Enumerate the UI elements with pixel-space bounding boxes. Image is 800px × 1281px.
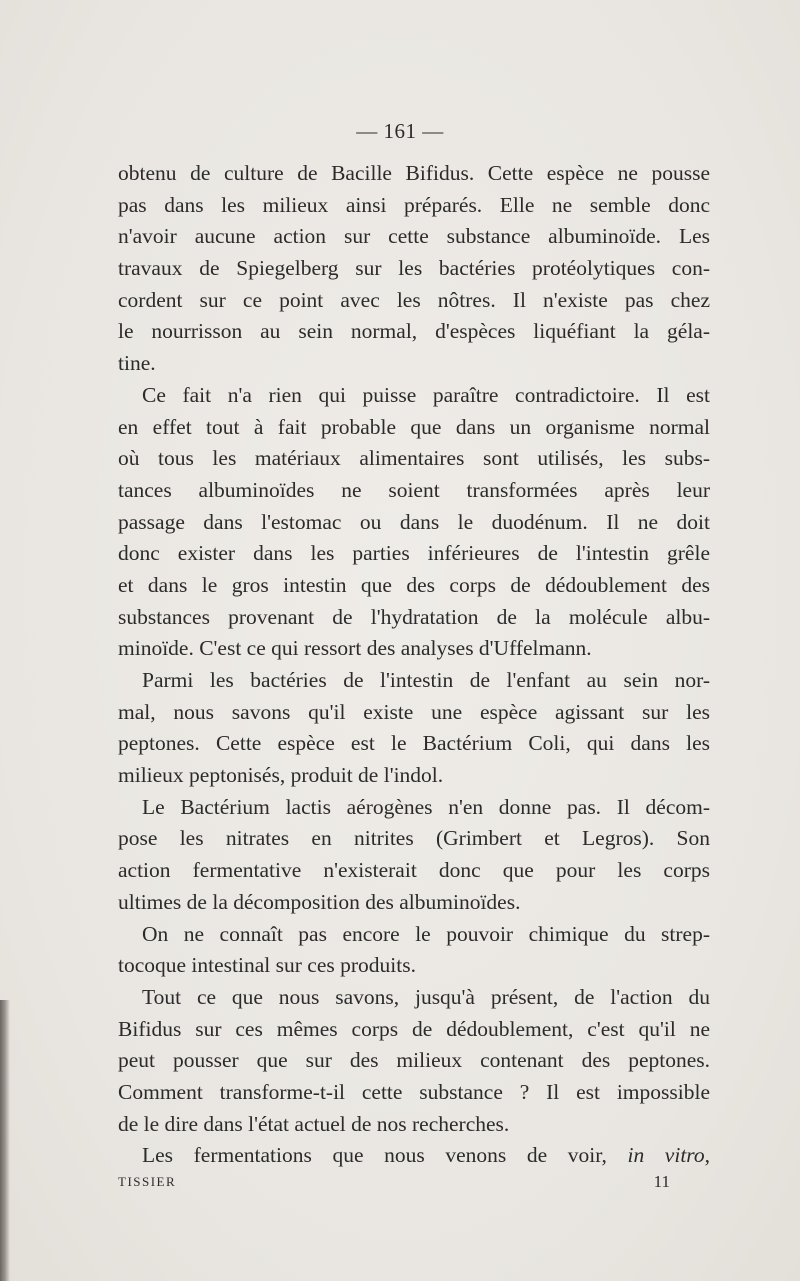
text-line: Bifidus sur ces mêmes corps de dédoublement, c'est qu'il ne [118, 1016, 710, 1041]
text-line: pas dans les milieux ainsi préparés. Elle ne semble donc [118, 192, 710, 217]
text-line: cordent sur ce point avec les nôtres. Il n'existe pas chez [118, 287, 710, 312]
text-line: tances albuminoïdes ne soient transformées après leur [118, 477, 710, 502]
text-line: Le Bactérium lactis aérogènes n'en donne pas. Il décom- [142, 794, 710, 819]
text-line: mal, nous savons qu'il existe une espèce agissant sur les [118, 699, 710, 724]
text-line: le nourrisson au sein normal, d'espèces liquéfiant la géla- [118, 319, 710, 344]
text-line: minoïde. C'est ce qui ressort des analyses d'Uffelmann. [118, 636, 592, 661]
text-line: Parmi les bactéries de l'intestin de l'enfant au sein nor- [142, 668, 710, 692]
text-line: Tout ce que nous savons, jusqu'à présent, de l'action du [142, 984, 710, 1009]
text-line: Ce fait n'a rien qui puisse paraître contradictoire. Il est [142, 382, 710, 407]
text-line: ultimes de la décomposition des albuminoïdes. [118, 889, 521, 914]
text-line: et dans le gros intestin que des corps de dédoublement des [118, 572, 710, 597]
page-number: — 161 — [356, 119, 444, 143]
binding-shadow [0, 1000, 10, 1281]
text-line: où tous les matériaux alimentaires sont utilisés, les subs- [118, 446, 710, 471]
text-line-start: Les fermentations que nous venons de voir, [142, 1143, 607, 1168]
text-line: donc exister dans les parties inférieures de l'intestin grêle [118, 541, 710, 566]
text-line: obtenu de culture de Bacille Bifidus. Cette espèce ne pousse [118, 161, 710, 185]
text-line: pose les nitrates en nitrites (Grimbert et Legros). Son [118, 826, 710, 851]
text-line: peptones. Cette espèce est le Bactérium Coli, qui dans les [118, 731, 710, 756]
text-line: milieux peptonisés, produit de l'indol. [118, 763, 444, 788]
text-line: Comment transforme-t-il cette substance ? Il est impossible [118, 1079, 710, 1104]
text-line-end: , [704, 1143, 710, 1168]
page-footer [118, 1174, 710, 1196]
sheet-number: 11 [653, 1172, 670, 1191]
text-line: n'avoir aucune action sur cette substance albuminoïde. Les [118, 224, 710, 249]
italic-phrase: in vitro [627, 1143, 705, 1168]
text-line: action fermentative n'existerait donc que pour les corps [118, 858, 710, 883]
printer-signature: TISSIER [118, 1174, 177, 1189]
text-line: de le dire dans l'état actuel de nos recherches. [118, 1111, 510, 1136]
text-line-last [118, 1140, 710, 1172]
text-line: On ne connaît pas encore le pouvoir chimique du strep- [142, 921, 710, 946]
text-line: passage dans l'estomac ou dans le duodénum. Il ne doit [118, 509, 710, 534]
text-line: tocoque intestinal sur ces produits. [118, 953, 416, 978]
body-text [118, 158, 710, 1172]
text-line: en effet tout à fait probable que dans un organisme normal [118, 414, 710, 439]
text-line: tine. [118, 351, 156, 376]
text-line: travaux de Spiegelberg sur les bactéries protéolytiques con- [118, 256, 710, 281]
text-line: substances provenant de l'hydratation de la molécule albu- [118, 604, 710, 629]
text-line: peut pousser que sur des milieux contenant des peptones. [118, 1048, 710, 1073]
